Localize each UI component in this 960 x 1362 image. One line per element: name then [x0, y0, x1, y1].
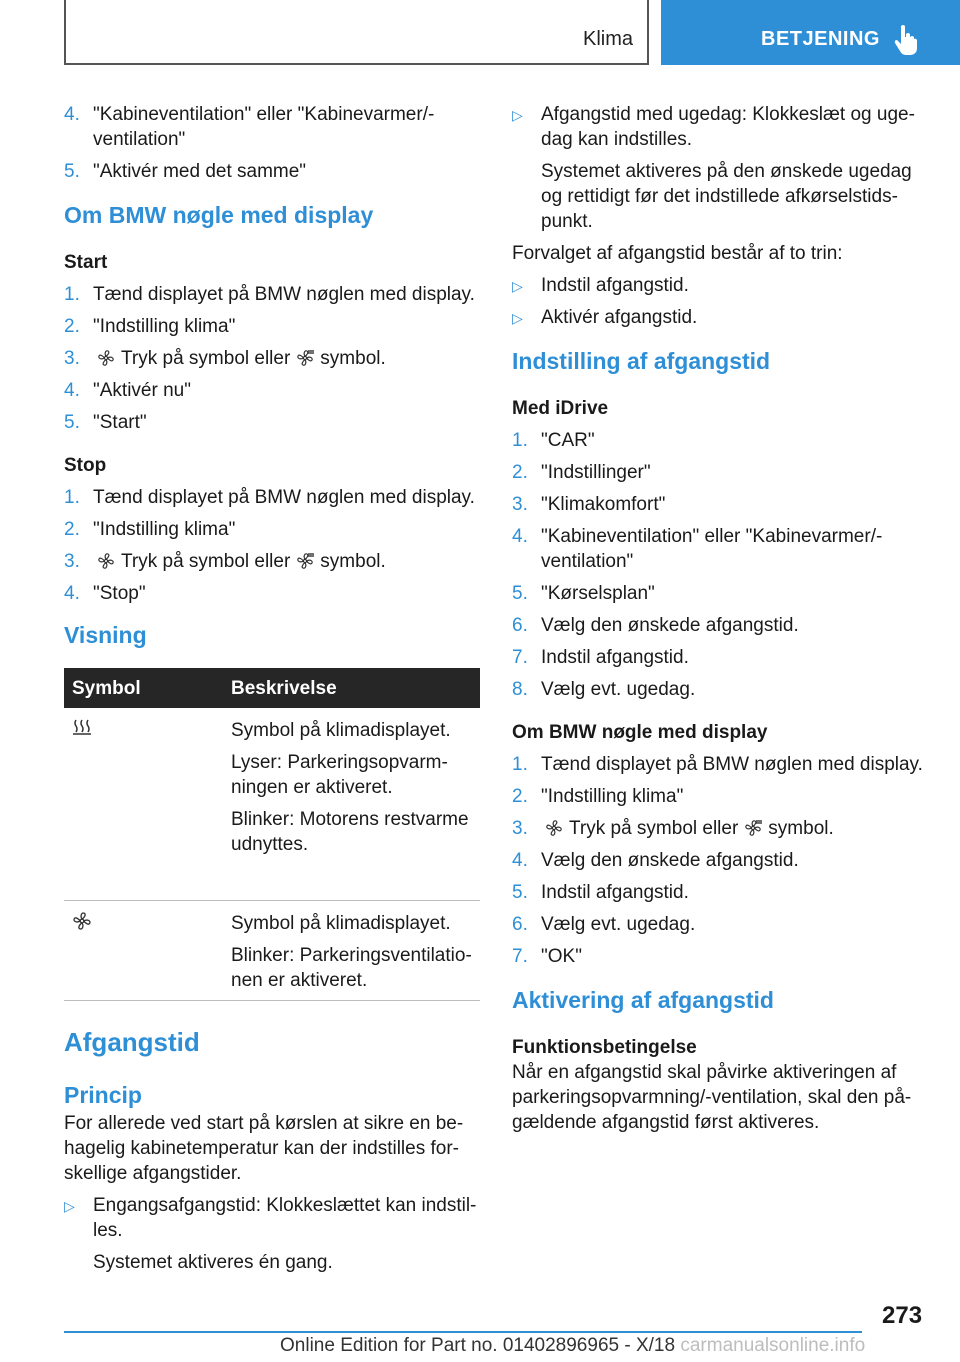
section-title: BETJENING — [761, 28, 880, 50]
item-number: 1. — [512, 754, 528, 775]
list-item — [512, 848, 930, 873]
item-text: Indstil afgangstid. — [541, 647, 689, 668]
page-number: 273 — [882, 1302, 923, 1329]
subheading-start: Start — [64, 252, 108, 273]
item-number: 1. — [64, 487, 80, 508]
item-text: "Kabineventilation" eller "Kabinevarmer/-ventilation" — [541, 526, 883, 572]
item-text: Indstil afgangstid. — [541, 275, 689, 296]
item-text: "Klimakomfort" — [541, 494, 666, 515]
heading-departure-time: Afgangstid — [64, 1026, 200, 1057]
item-number: 1. — [512, 430, 528, 451]
list-item — [512, 912, 930, 937]
description-line: Symbol på klimadisplayet. — [231, 912, 451, 934]
item-number: 4. — [64, 583, 80, 604]
list-item — [64, 378, 480, 403]
description-line: Blinker: Motorens restvarme udnyttes. — [231, 809, 469, 855]
bullet-item — [64, 1193, 480, 1275]
item-text: symbol. — [320, 348, 386, 369]
item-text: Tryk på symbol eller — [121, 348, 291, 369]
footer-divider — [64, 1331, 862, 1333]
item-number: 3. — [512, 494, 528, 515]
list-item — [512, 613, 930, 638]
heading-setting: Indstilling af afgangstid — [512, 348, 771, 374]
fan-heat-icon — [744, 819, 762, 837]
right-column — [512, 102, 930, 1142]
heading-key-display: Om BMW nøgle med display — [64, 202, 374, 228]
item-text: Engangsafgangstid: Klokkeslættet kan indstil-les. — [93, 1194, 477, 1241]
item-text: symbol. — [320, 551, 386, 572]
list-item — [512, 944, 930, 969]
list-item — [512, 784, 930, 809]
list-item — [64, 102, 480, 152]
item-number: 2. — [64, 316, 80, 337]
item-number: 2. — [64, 519, 80, 540]
table-header-description: Beskrivelse — [231, 668, 480, 708]
item-text: Indstil afgangstid. — [541, 882, 689, 903]
watermark-text: carmanualsonline.info — [680, 1335, 866, 1356]
item-number: 7. — [512, 647, 528, 668]
item-number: 2. — [512, 786, 528, 807]
item-text: "Aktivér nu" — [93, 380, 191, 401]
item-text: Tænd displayet på BMW nøglen med display. — [541, 754, 923, 775]
item-number: 3. — [512, 818, 528, 839]
condition-text: Når en afgangstid skal påvirke aktiveringen af parkeringsopvarmning/-ventilation, skal den på-gældende afgangstid først aktiveres. — [512, 1062, 912, 1133]
item-text: symbol. — [768, 818, 834, 839]
item-text: "Indstilling klima" — [93, 316, 236, 337]
fan-icon — [97, 552, 115, 570]
item-number: 5. — [64, 161, 80, 182]
table-header-symbol: Symbol — [64, 668, 231, 708]
item-text: "Indstilling klima" — [93, 519, 236, 540]
subheading-idrive: Med iDrive — [512, 398, 609, 419]
item-number: 4. — [64, 380, 80, 401]
footer-edition — [280, 1335, 865, 1357]
fan-heat-icon — [296, 349, 314, 367]
item-number: 5. — [512, 583, 528, 604]
table-cell-description — [231, 708, 480, 900]
list-item — [64, 314, 480, 339]
item-text: "Kørselsplan" — [541, 583, 655, 604]
item-number: 4. — [64, 104, 80, 125]
bullet-item — [512, 305, 930, 330]
bullet-item — [512, 273, 930, 298]
list-item — [64, 410, 480, 435]
item-number: 6. — [512, 914, 528, 935]
item-text: Aktivér afgangstid. — [541, 307, 698, 328]
item-text: Afgangstid med ugedag: Klokkeslæt og uge-dag kan indstilles. — [541, 104, 915, 150]
item-text: "Aktivér med det samme" — [93, 161, 307, 182]
list-item — [64, 581, 480, 606]
item-text: "Start" — [93, 412, 147, 433]
item-text: Vælg evt. ugedag. — [541, 679, 696, 700]
list-item — [64, 346, 480, 371]
heating-icon — [72, 718, 92, 736]
bullet-item — [512, 102, 930, 234]
table-row — [64, 708, 480, 900]
item-text: "Indstilling klima" — [541, 786, 684, 807]
item-number: 5. — [512, 882, 528, 903]
item-text: "Stop" — [93, 583, 146, 604]
list-item — [64, 549, 480, 574]
heading-principle: Princip — [64, 1081, 142, 1108]
item-number: 4. — [512, 850, 528, 871]
bullet-arrow-icon: ▷ — [512, 278, 523, 294]
item-text: Vælg den ønskede afgangstid. — [541, 850, 799, 871]
hand-pointer-icon — [893, 24, 919, 56]
fan-icon — [97, 349, 115, 367]
item-number: 5. — [64, 412, 80, 433]
list-item — [512, 677, 930, 702]
list-item — [512, 524, 930, 574]
table-cell-symbol — [64, 708, 231, 900]
header-chapter-box — [64, 0, 649, 65]
left-column — [64, 102, 480, 1282]
chapter-title: Klima — [582, 28, 633, 50]
list-item — [64, 282, 480, 307]
item-number: 7. — [512, 946, 528, 967]
list-item — [512, 880, 930, 905]
description-line: Lyser: Parkeringsopvarm-ningen er aktiveret. — [231, 752, 448, 798]
list-item — [512, 460, 930, 485]
item-text: Tænd displayet på BMW nøglen med display. — [93, 284, 475, 305]
item-text: "Kabineventilation" eller "Kabinevarmer/-ventilation" — [93, 104, 435, 150]
table-cell-symbol — [64, 900, 231, 1000]
principle-text: For allerede ved start på kørslen at sikre en be-hagelig kabinetemperatur kan der indstilles for-skellige afgangstider. — [64, 1112, 464, 1184]
bullet-arrow-icon: ▷ — [512, 107, 523, 123]
item-number: 1. — [64, 284, 80, 305]
description-line: Blinker: Parkeringsventilatio-nen er aktiveret. — [231, 944, 472, 991]
item-subtext: Systemet aktiveres én gang. — [93, 1251, 333, 1273]
list-item — [64, 159, 480, 184]
list-item — [64, 485, 480, 510]
item-number: 8. — [512, 679, 528, 700]
subheading-key-display: Om BMW nøgle med display — [512, 722, 768, 743]
item-text: Tryk på symbol eller — [121, 551, 291, 572]
edition-text: Online Edition for Part no. 01402896965 - X/18 — [280, 1335, 676, 1356]
item-number: 3. — [64, 551, 80, 572]
list-item — [512, 752, 930, 777]
item-text: Tænd displayet på BMW nøglen med display. — [93, 487, 475, 508]
item-subtext: Systemet aktiveres på den ønskede ugedag og rettidigt før det indstillede afkørselstids-punkt. — [541, 161, 912, 232]
list-item — [64, 517, 480, 542]
table-cell-description — [231, 900, 480, 1000]
subheading-condition: Funktionsbetingelse — [512, 1037, 697, 1058]
fan-heat-icon — [296, 552, 314, 570]
item-text: Tryk på symbol eller — [569, 818, 739, 839]
item-text: "Indstillinger" — [541, 462, 651, 483]
list-item — [512, 581, 930, 606]
list-item — [512, 816, 930, 841]
symbol-table — [64, 668, 480, 1001]
list-item — [512, 428, 930, 453]
subheading-stop: Stop — [64, 455, 107, 476]
bullet-arrow-icon: ▷ — [64, 1197, 75, 1214]
heading-activation: Aktivering af afgangstid — [512, 987, 774, 1013]
fan-icon — [545, 819, 563, 837]
bullet-arrow-icon: ▷ — [512, 310, 523, 326]
item-text: Vælg den ønskede afgangstid. — [541, 615, 799, 636]
list-item — [512, 645, 930, 670]
item-number: 2. — [512, 462, 528, 483]
description-line: Symbol på klimadisplayet. — [231, 720, 451, 741]
item-number: 4. — [512, 526, 528, 547]
heading-display: Visning — [64, 622, 147, 648]
list-item — [512, 492, 930, 517]
item-text: Vælg evt. ugedag. — [541, 914, 696, 935]
header-section-box — [661, 0, 960, 65]
item-text: "OK" — [541, 946, 582, 967]
preset-text: Forvalget af afgangstid består af to trin: — [512, 243, 843, 264]
item-text: "CAR" — [541, 430, 595, 451]
item-number: 3. — [64, 348, 80, 369]
table-row — [64, 900, 480, 1000]
item-number: 6. — [512, 615, 528, 636]
fan-icon — [72, 911, 92, 931]
